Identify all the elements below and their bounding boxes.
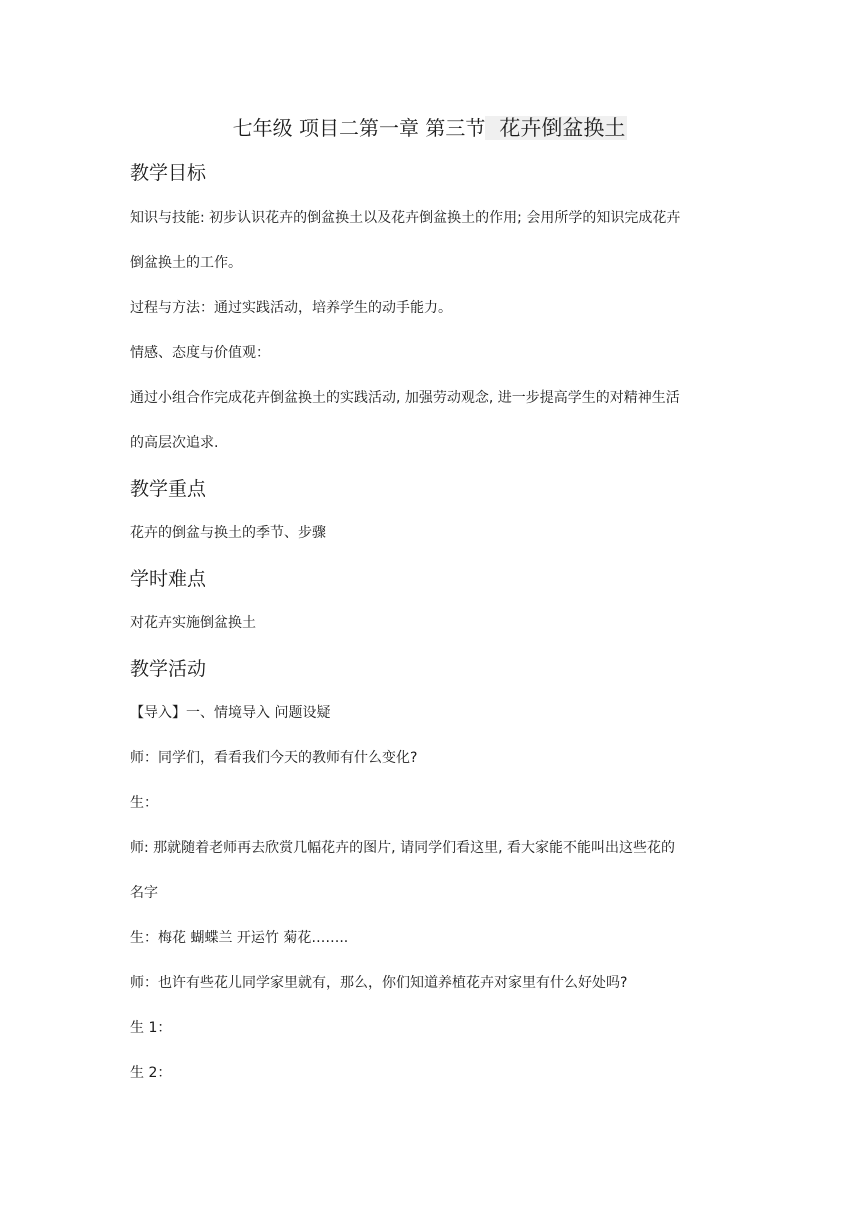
objective-process: 过程与方法：通过实践活动，培养学生的动手能力。	[130, 300, 452, 316]
heading-objectives: 教学目标	[130, 162, 207, 184]
objective-emotion-line-2: 的高层次追求.	[130, 435, 219, 451]
objective-knowledge-line-2: 倒盆换土的工作。	[130, 255, 242, 271]
dialog-line: 生：梅花 蝴蝶兰 开运竹 菊花……..	[130, 930, 349, 946]
title-main-highlight: 花卉倒盆换土	[485, 116, 627, 140]
activity-intro: 【导入】一、情境导入 问题设疑	[130, 705, 331, 721]
objective-emotion-line-1: 通过小组合作完成花卉倒盆换土的实践活动, 加强劳动观念, 进一步提高学生的对精神生活	[130, 390, 680, 406]
difficulty-text: 对花卉实施倒盆换土	[130, 615, 256, 631]
key-points-text: 花卉的倒盆与换土的季节、步骤	[130, 525, 326, 541]
dialog-line: 师: 那就随着老师再去欣赏几幅花卉的图片, 请同学们看这里, 看大家能不能叫出这些花的	[130, 840, 675, 856]
dialog-line: 生：	[130, 795, 158, 811]
dialog-line: 生 1：	[130, 1020, 172, 1036]
dialog-line: 师：同学们，看看我们今天的教师有什么变化?	[130, 750, 418, 766]
document-title	[0, 112, 860, 144]
dialog-line: 名字	[130, 885, 158, 901]
heading-activity: 教学活动	[130, 658, 207, 680]
objective-emotion-heading: 情感、态度与价值观：	[130, 345, 270, 361]
dialog-line: 师：也许有些花儿同学家里就有，那么，你们知道养植花卉对家里有什么好处吗?	[130, 975, 628, 991]
dialog-line: 生 2：	[130, 1065, 172, 1081]
heading-key-points: 教学重点	[130, 478, 207, 500]
objective-knowledge-line-1: 知识与技能: 初步认识花卉的倒盆换土以及花卉倒盆换土的作用; 会用所学的知识完成花卉	[130, 210, 681, 226]
title-prefix: 七年级 项目二第一章 第三节	[232, 116, 486, 140]
heading-difficulty: 学时难点	[130, 568, 207, 590]
